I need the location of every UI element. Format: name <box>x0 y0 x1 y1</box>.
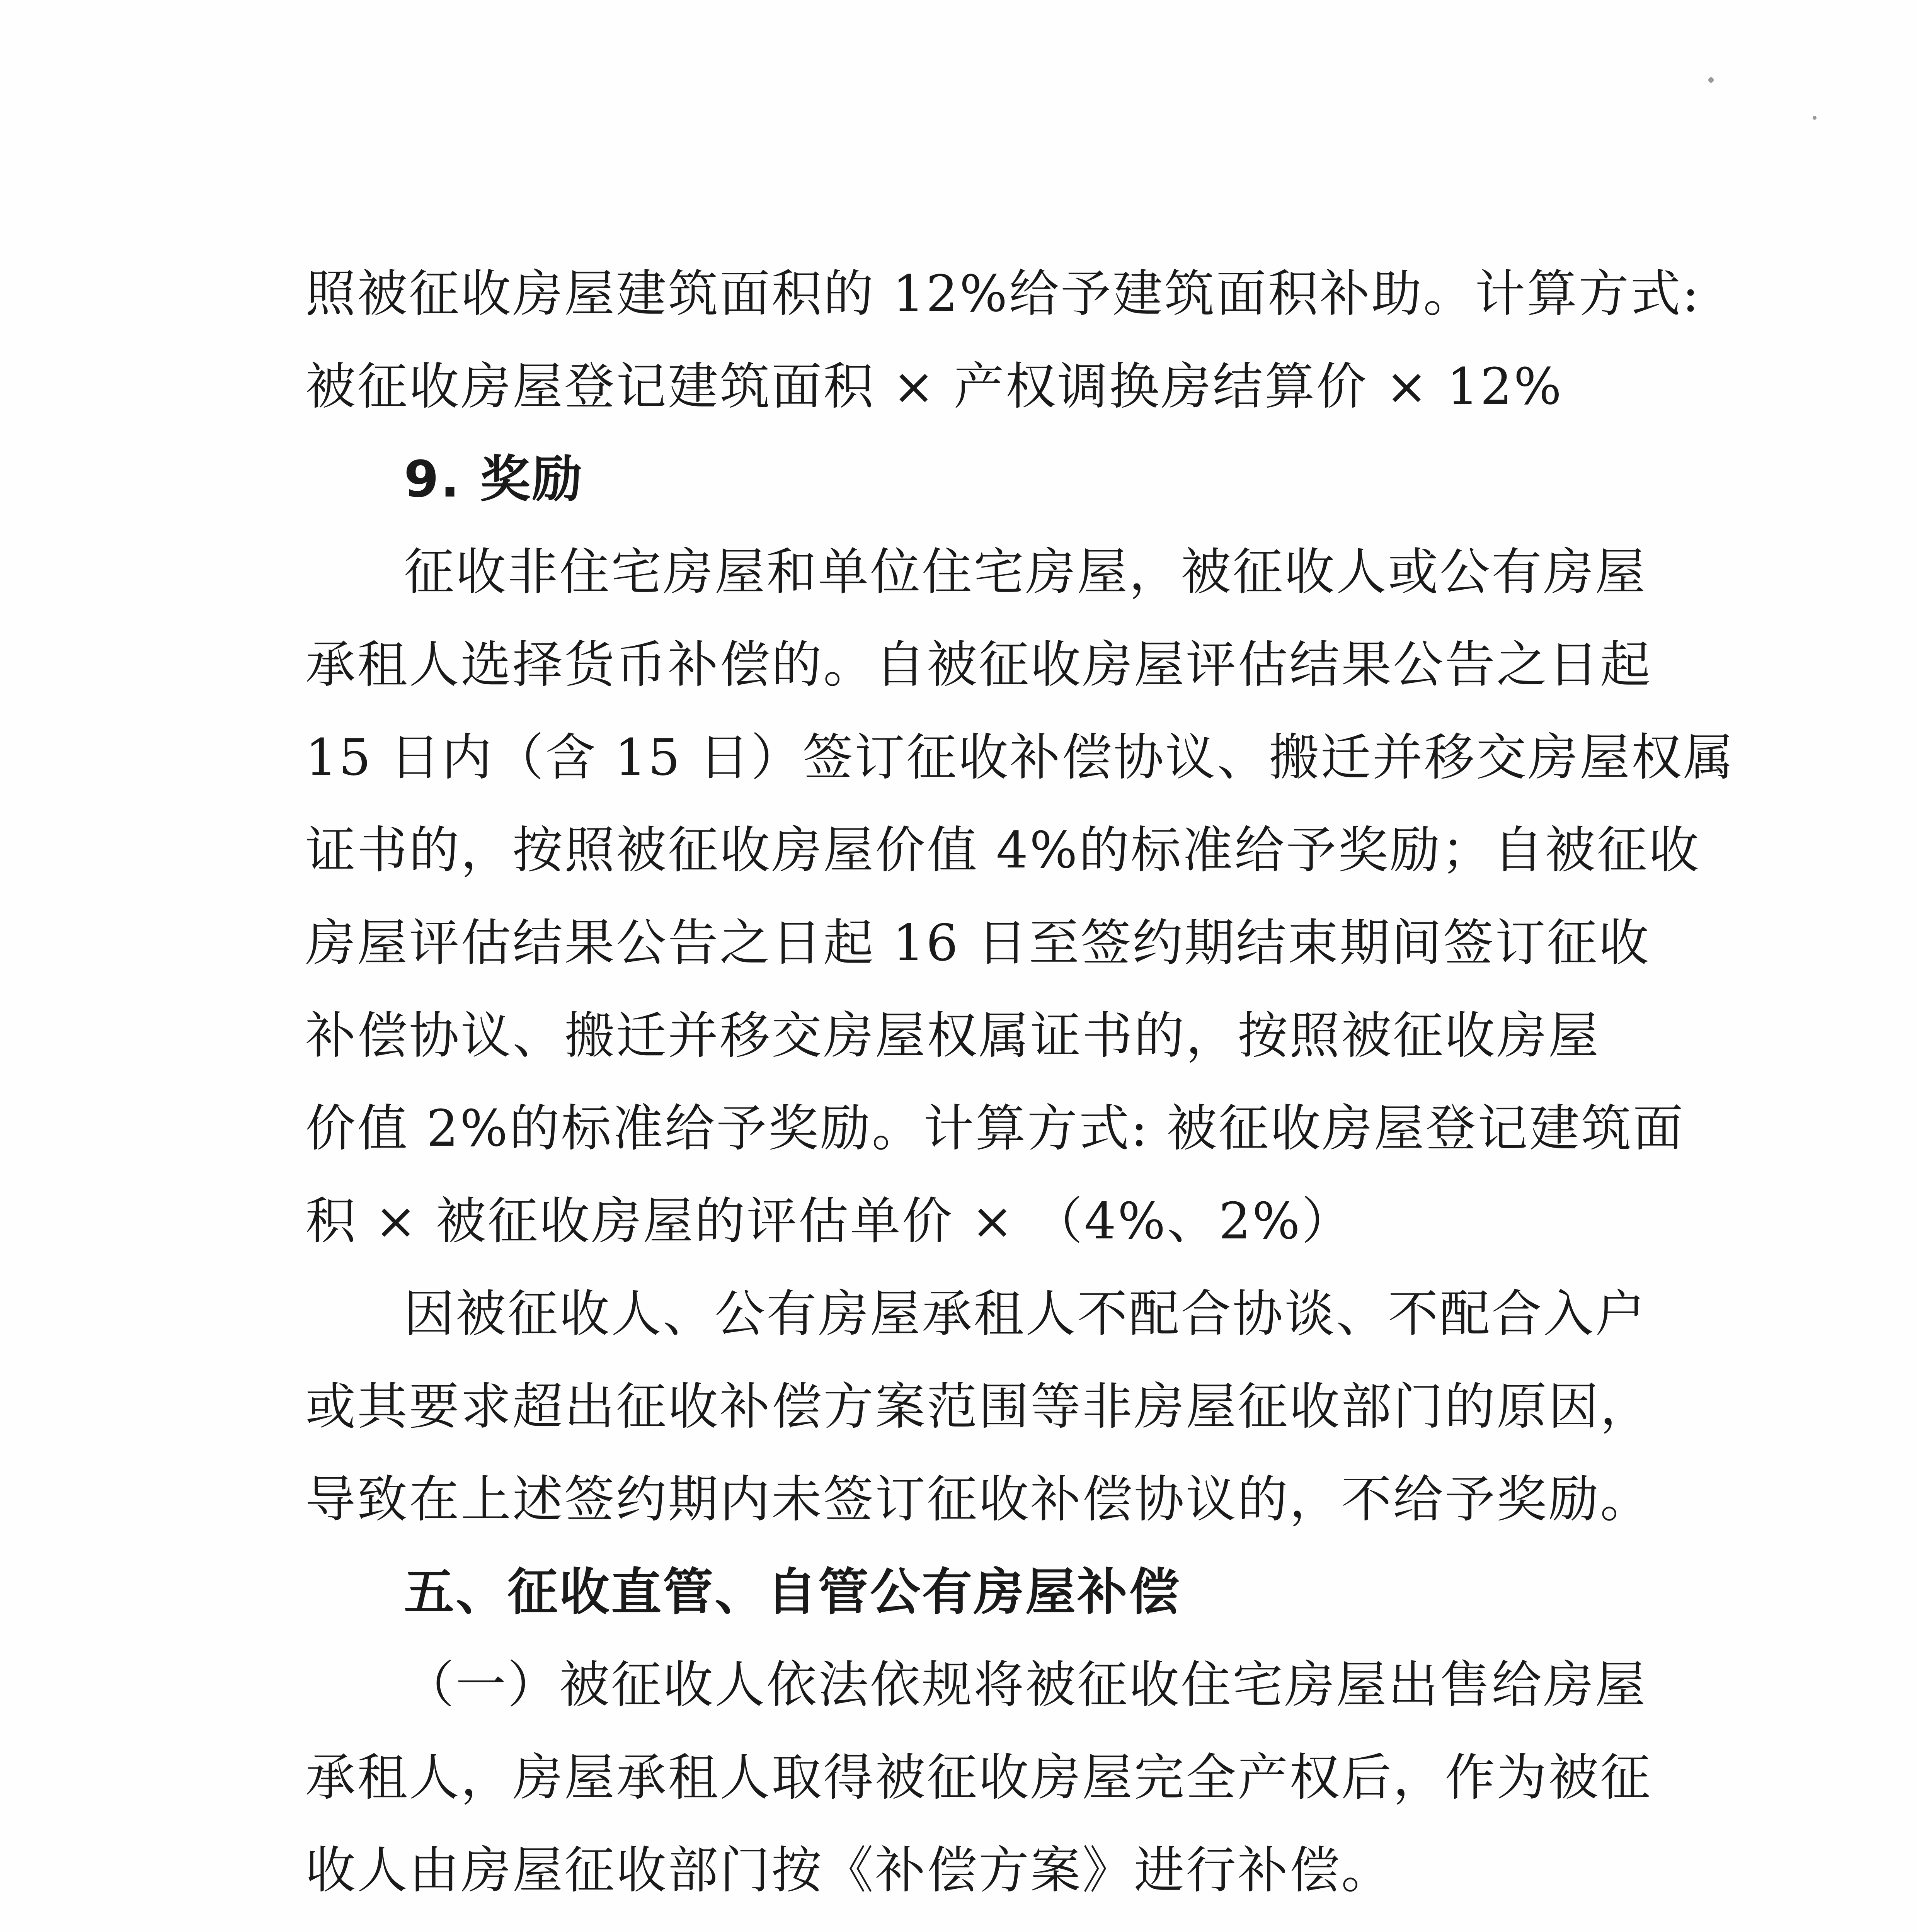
text-line: 积 × 被征收房屋的评估单价 × （4%、2%） <box>305 1192 1353 1250</box>
text-line: 承租人选择货币补偿的。自被征收房屋评估结果公告之日起 <box>305 635 1652 694</box>
text-line: 导致在上述签约期内未签订征收补偿协议的，不给予奖励。 <box>305 1470 1652 1529</box>
text-line: （一）被征收人依法依规将被征收住宅房屋出售给房屋 <box>404 1655 1647 1714</box>
scan-speck <box>1708 77 1714 83</box>
text-line: 证书的，按照被征收房屋价值 4%的标准给予奖励；自被征收 <box>305 821 1701 879</box>
text-line: 房屋评估结果公告之日起 16 日至签约期结束期间签订征收 <box>305 913 1651 972</box>
text-line: 收人由房屋征收部门按《补偿方案》进行补偿。 <box>305 1841 1393 1900</box>
text-line: 照被征收房屋建筑面积的 12%给予建筑面积补助。计算方式: <box>305 264 1701 323</box>
text-line: 承租人，房屋承租人取得被征收房屋完全产权后，作为被征 <box>305 1748 1652 1807</box>
text-line: 或其要求超出征收补偿方案范围等非房屋征收部门的原因， <box>305 1377 1652 1436</box>
section-heading: 9. 奖励 <box>404 450 584 509</box>
text-line: 价值 2%的标准给予奖励。计算方式: 被征收房屋登记建筑面 <box>305 1099 1685 1158</box>
text-line <box>305 1917 1635 1932</box>
section-heading: 五、征收直管、自管公有房屋补偿 <box>404 1563 1181 1621</box>
text-line: 被征收房屋登记建筑面积 × 产权调换房结算价 × 12% <box>305 357 1563 416</box>
document-body <box>305 247 1735 1932</box>
text-line: 补偿协议、搬迁并移交房屋权属证书的，按照被征收房屋 <box>305 1006 1600 1065</box>
scan-speck <box>1813 116 1817 120</box>
text-line: 征收非住宅房屋和单位住宅房屋，被征收人或公有房屋 <box>404 543 1647 601</box>
text-line: 因被征收人、公有房屋承租人不配合协谈、不配合入户 <box>404 1284 1647 1343</box>
text-line: 15 日内（含 15 日）签订征收补偿协议、搬迁并移交房屋权属 <box>305 728 1735 787</box>
